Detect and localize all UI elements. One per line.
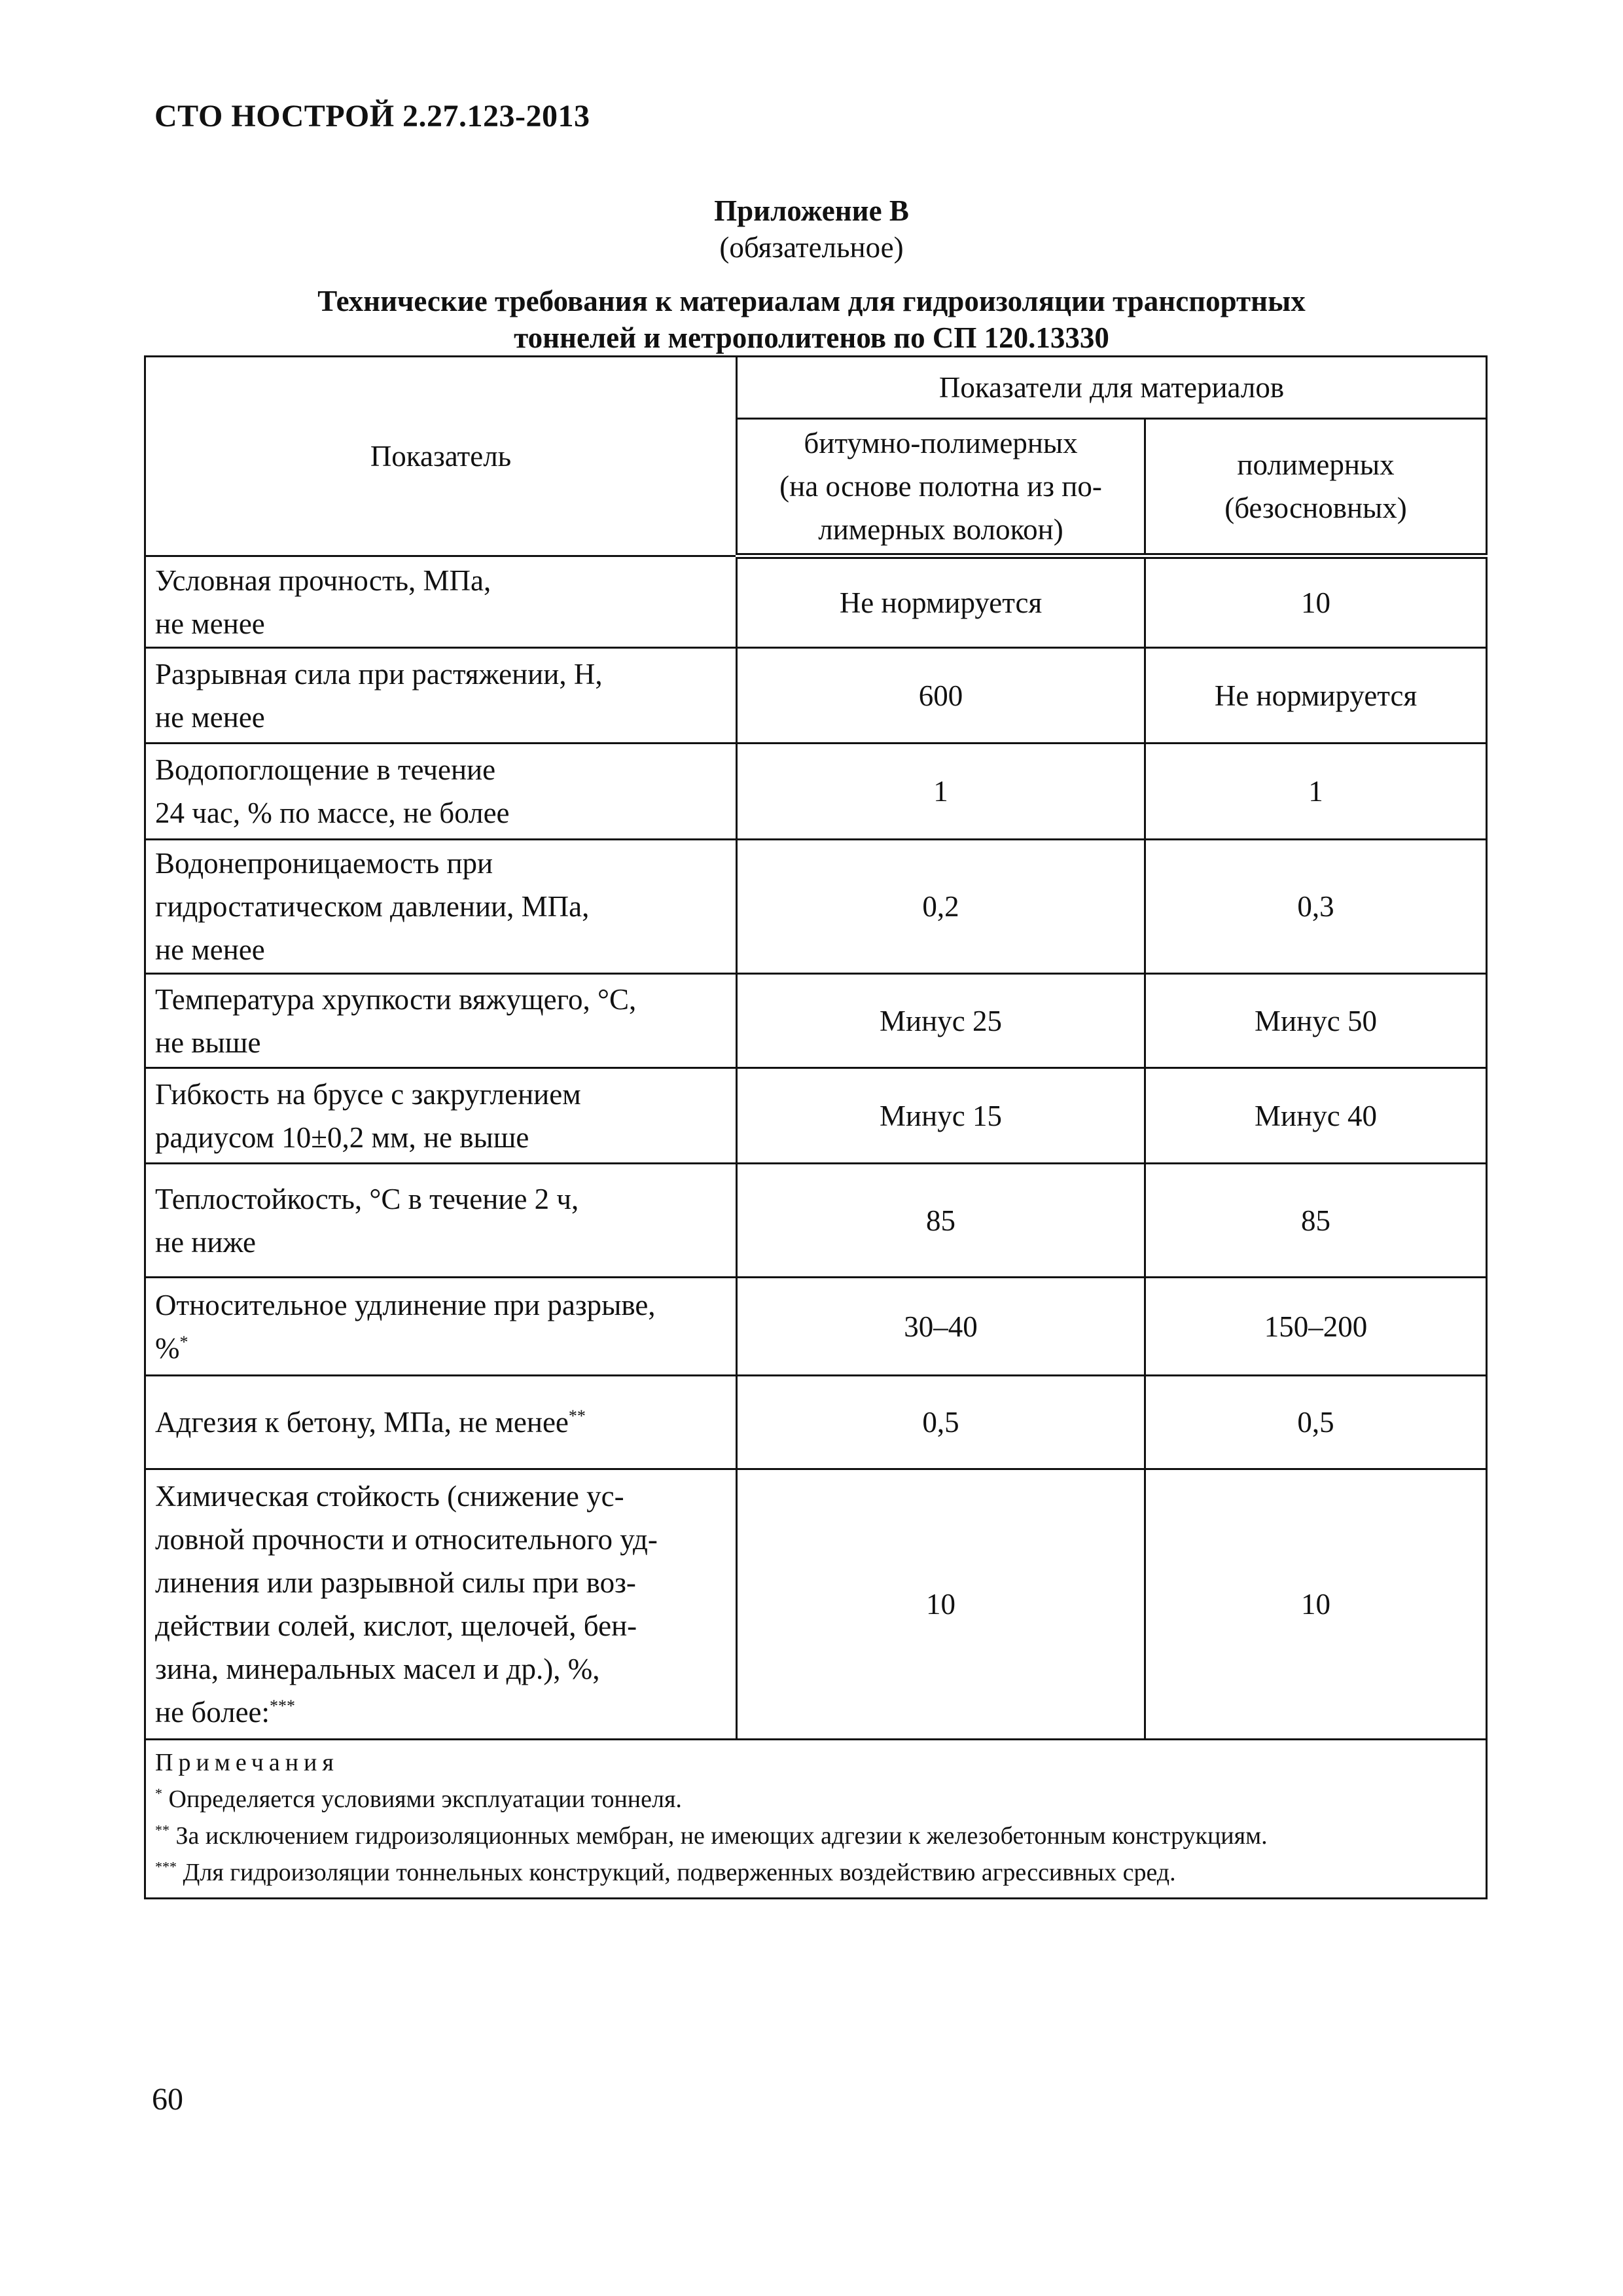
- table-row: [145, 1164, 1487, 1278]
- page-number: 60: [152, 2082, 183, 2117]
- footnote-mark: *: [179, 1332, 188, 1352]
- table-title-line-2: тоннелей и метрополитенов по СП 120.13330: [514, 321, 1109, 354]
- header-bitumen-line: (на основе полотна из по-: [779, 470, 1102, 503]
- polymer-value: 10: [1145, 556, 1487, 648]
- polymer-value: 150–200: [1145, 1278, 1487, 1376]
- bitumen-value: 0,5: [737, 1376, 1145, 1469]
- row-indicator-name: Водонепроницаемость при гидростатическом давлении, МПа, не менее: [145, 840, 737, 974]
- header-polymer-line: полимерных: [1237, 448, 1395, 481]
- row-indicator-name: Химическая стойкость (снижение ус- ловной прочности и относительного уд- линения или разрывной силы при воз- действии солей, кислот, щелочей, бен- зина, минеральных масел и др.), %, не более:***: [145, 1469, 737, 1740]
- appendix-status: (обязательное): [719, 231, 904, 264]
- table-row: [145, 1068, 1487, 1164]
- row-indicator-name: Разрывная сила при растяжении, Н, не менее: [145, 648, 737, 744]
- table-row: [145, 974, 1487, 1068]
- bitumen-value: 1: [737, 744, 1145, 840]
- bitumen-value: 85: [737, 1164, 1145, 1278]
- header-indicator: Показатель: [145, 357, 737, 556]
- header-bitumen-line: лимерных волокон): [818, 513, 1063, 546]
- notes-row: [145, 1740, 1487, 1899]
- polymer-value: Минус 40: [1145, 1068, 1487, 1164]
- bitumen-value: 600: [737, 648, 1145, 744]
- table-row: [145, 556, 1487, 648]
- table-title: [0, 283, 1623, 356]
- bitumen-value: Минус 15: [737, 1068, 1145, 1164]
- note-item: *** Для гидроизоляции тоннельных конструкций, подверженных воздействию агрессивных сред.: [155, 1858, 1176, 1886]
- row-indicator-name: Условная прочность, МПа, не менее: [145, 556, 737, 648]
- polymer-value: 0,5: [1145, 1376, 1487, 1469]
- polymer-value: 10: [1145, 1469, 1487, 1740]
- polymer-value: Не нормируется: [1145, 648, 1487, 744]
- bitumen-value: Минус 25: [737, 974, 1145, 1068]
- footnote-mark: **: [568, 1407, 586, 1426]
- notes-heading: Примечания: [155, 1749, 339, 1776]
- document-code: СТО НОСТРОЙ 2.27.123-2013: [154, 99, 590, 134]
- row-indicator-name: Гибкость на брусе с закруглением радиусом 10±0,2 мм, не выше: [145, 1068, 737, 1164]
- polymer-value: 1: [1145, 744, 1487, 840]
- row-indicator-name: Теплостойкость, °С в течение 2 ч, не ниже: [145, 1164, 737, 1278]
- header-polymer: [1145, 419, 1487, 556]
- note-item: * Определяется условиями эксплуатации тоннеля.: [155, 1785, 682, 1813]
- row-indicator-name: Водопоглощение в течение 24 час, % по массе, не более: [145, 744, 737, 840]
- appendix-title: Приложение В: [714, 194, 909, 227]
- header-polymer-line: (безосновных): [1224, 492, 1407, 524]
- table-row: [145, 1469, 1487, 1740]
- table-row: [145, 1278, 1487, 1376]
- polymer-value: Минус 50: [1145, 974, 1487, 1068]
- table-notes: [145, 1740, 1487, 1899]
- row-indicator-name: Адгезия к бетону, МПа, не менее**: [145, 1376, 737, 1469]
- header-bitumen-polymer: [737, 419, 1145, 556]
- row-indicator-name: Относительное удлинение при разрыве, %*: [145, 1278, 737, 1376]
- footnote-mark: ***: [270, 1696, 296, 1715]
- row-indicator-name: Температура хрупкости вяжущего, °С, не выше: [145, 974, 737, 1068]
- bitumen-value: Не нормируется: [737, 556, 1145, 648]
- bitumen-value: 10: [737, 1469, 1145, 1740]
- polymer-value: 85: [1145, 1164, 1487, 1278]
- table-title-line-1: Технические требования к материалам для гидроизоляции транспортных: [317, 285, 1306, 317]
- bitumen-value: 0,2: [737, 840, 1145, 974]
- table-row: [145, 840, 1487, 974]
- table-row: [145, 1376, 1487, 1469]
- table-row: [145, 744, 1487, 840]
- requirements-table: [144, 355, 1488, 1899]
- polymer-value: 0,3: [1145, 840, 1487, 974]
- bitumen-value: 30–40: [737, 1278, 1145, 1376]
- header-bitumen-line: битумно-полимерных: [804, 427, 1078, 459]
- note-item: ** За исключением гидроизоляционных мембран, не имеющих адгезии к железобетонным конструкциям.: [155, 1821, 1268, 1850]
- header-materials-group: Показатели для материалов: [737, 357, 1487, 419]
- table-row: [145, 648, 1487, 744]
